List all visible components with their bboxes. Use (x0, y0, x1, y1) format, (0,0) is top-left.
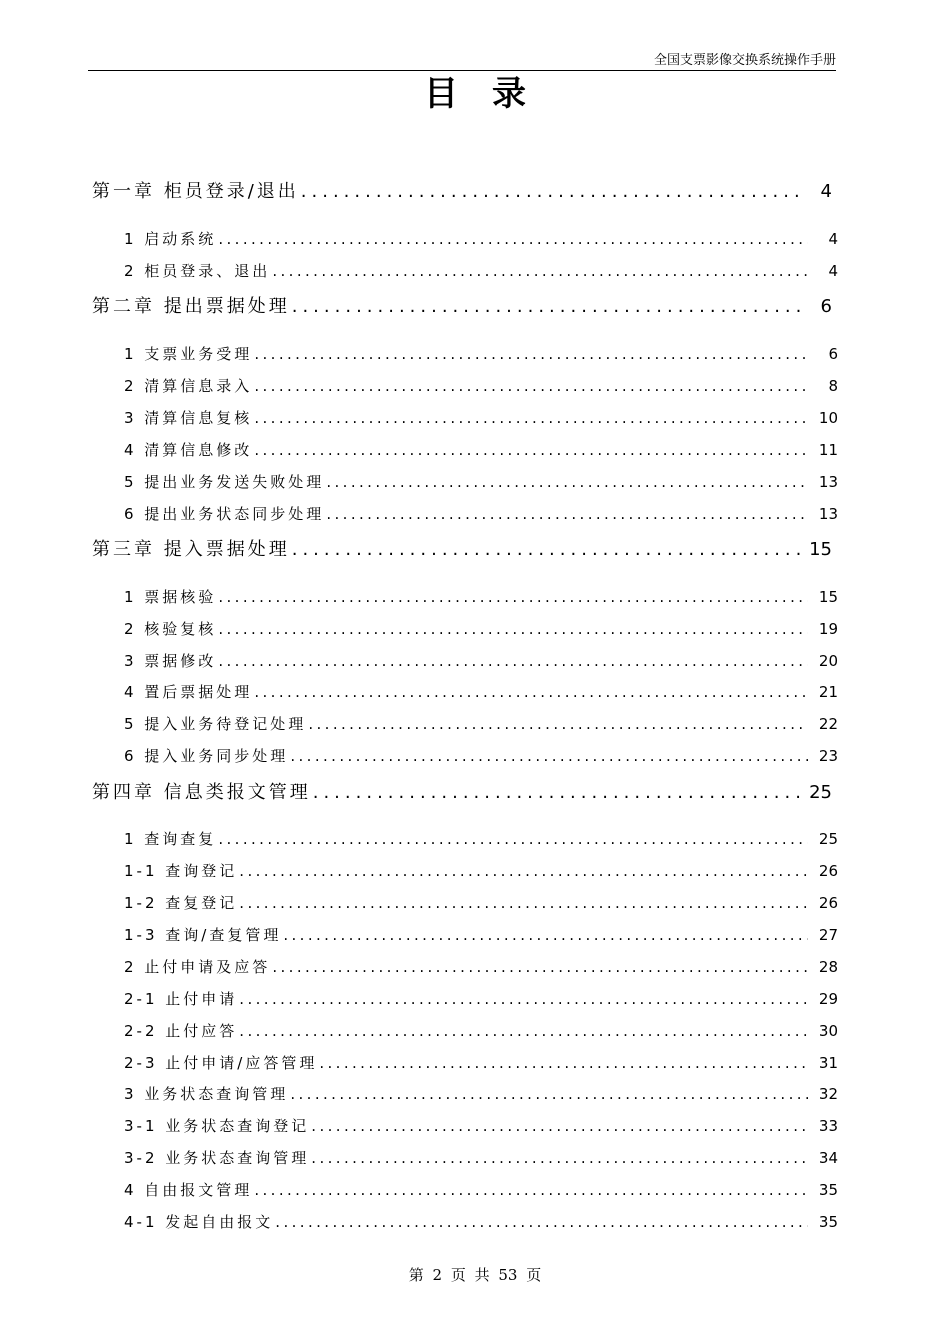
toc-section[interactable]: 1 票据核验 ..... 15 (124, 586, 838, 608)
running-header (88, 52, 836, 71)
leader-dots (313, 780, 802, 806)
leader-dots (301, 179, 802, 205)
leader-dots (218, 828, 808, 850)
toc-page-number: 21 (818, 683, 838, 701)
toc-chapter[interactable]: 第四章 信息类报文管理 ..... 25 (92, 780, 832, 806)
toc-page-number: 30 (818, 1022, 838, 1040)
toc-section[interactable]: 2-2 止付应答 ..... 30 (124, 1020, 838, 1042)
toc-page-number: 10 (818, 409, 838, 427)
toc-section[interactable]: 3-2 业务状态查询管理 ..... 34 (124, 1147, 838, 1169)
toc-section[interactable]: 2 柜员登录、退出 ..... 4 (124, 260, 838, 282)
leader-dots (254, 1179, 808, 1201)
toc-page-number: 4 (828, 262, 838, 280)
toc-section[interactable]: 1 启动系统 ..... 4 (124, 228, 838, 250)
toc-section[interactable]: 2-1 止付申请 ..... 29 (124, 988, 838, 1010)
toc-page-number: 35 (818, 1213, 838, 1231)
toc-section[interactable]: 6 提入业务同步处理 ..... 23 (124, 745, 838, 767)
leader-dots (326, 471, 808, 493)
toc-page-number: 25 (818, 830, 838, 848)
leader-dots (319, 1052, 808, 1074)
leader-dots (275, 1211, 808, 1233)
toc-section[interactable]: 1-3 查询/查复管理 ..... 27 (124, 924, 838, 946)
toc-section[interactable]: 4-1 发起自由报文 ..... 35 (124, 1211, 838, 1233)
toc-page-number: 22 (818, 715, 838, 733)
toc-page-number: 26 (818, 894, 838, 912)
toc-page-number: 32 (818, 1085, 838, 1103)
toc-section[interactable]: 2 核验复核 ..... 19 (124, 618, 838, 640)
leader-dots (239, 860, 808, 882)
leader-dots (254, 439, 808, 461)
toc-chapter[interactable]: 第一章 柜员登录/退出 ..... 4 (92, 179, 832, 205)
leader-dots (254, 343, 808, 365)
leader-dots (218, 618, 808, 640)
leader-dots (311, 1115, 808, 1137)
page-count: 第 2 页 共 53 页 (408, 1266, 542, 1284)
toc-section[interactable]: 1 查询查复 ..... 25 (124, 828, 838, 850)
toc-section[interactable]: 2 止付申请及应答 ..... 28 (124, 956, 838, 978)
toc-page-number: 13 (818, 505, 838, 523)
toc-page-number: 35 (818, 1181, 838, 1199)
toc-section[interactable]: 4 清算信息修改 ..... 11 (124, 439, 838, 461)
toc-section[interactable]: 3 清算信息复核 ..... 10 (124, 407, 838, 429)
toc-page-number: 33 (818, 1117, 838, 1135)
leader-dots (292, 537, 802, 563)
toc-page-number: 15 (809, 539, 832, 560)
leader-dots (239, 892, 808, 914)
toc-chapter[interactable]: 第三章 提入票据处理 ..... 15 (92, 537, 832, 563)
toc-page-number: 4 (828, 230, 838, 248)
toc-page-number: 29 (818, 990, 838, 1008)
leader-dots (272, 260, 808, 282)
toc-section[interactable]: 1-1 查询登记 ..... 26 (124, 860, 838, 882)
leader-dots (218, 586, 808, 608)
toc-section[interactable]: 3-1 业务状态查询登记 ..... 33 (124, 1115, 838, 1137)
toc-section[interactable]: 5 提入业务待登记处理 ..... 22 (124, 713, 838, 735)
toc-section[interactable]: 3 业务状态查询管理 ..... 32 (124, 1083, 838, 1105)
toc-page-number: 31 (818, 1054, 838, 1072)
toc-page-number: 6 (820, 296, 832, 317)
leader-dots (239, 1020, 808, 1042)
toc-page-number: 23 (818, 747, 838, 765)
toc-section[interactable]: 2 清算信息录入 ..... 8 (124, 375, 838, 397)
leader-dots (292, 294, 802, 320)
leader-dots (254, 375, 808, 397)
toc-page-number: 11 (818, 441, 838, 459)
toc-page-number: 6 (828, 345, 838, 363)
leader-dots (290, 745, 808, 767)
toc-page-number: 19 (818, 620, 838, 638)
page-footer (0, 1264, 950, 1285)
leader-dots (254, 407, 808, 429)
leader-dots (283, 924, 808, 946)
leader-dots (311, 1147, 808, 1169)
leader-dots (239, 988, 808, 1010)
leader-dots (290, 1083, 808, 1105)
toc-page-number: 28 (818, 958, 838, 976)
toc-section[interactable]: 2-3 止付申请/应答管理 ..... 31 (124, 1052, 838, 1074)
toc-section[interactable]: 1 支票业务受理 ..... 6 (124, 343, 838, 365)
toc-page-number: 26 (818, 862, 838, 880)
toc-section[interactable]: 3 票据修改 ..... 20 (124, 650, 838, 672)
leader-dots (326, 503, 808, 525)
manual-title: 全国支票影像交换系统操作手册 (653, 53, 836, 68)
toc-section[interactable]: 5 提出业务发送失败处理 ..... 13 (124, 471, 838, 493)
toc-section[interactable]: 4 自由报文管理 ..... 35 (124, 1179, 838, 1201)
toc-page-number: 13 (818, 473, 838, 491)
toc-section[interactable]: 4 置后票据处理 ..... 21 (124, 681, 838, 703)
toc-page-number: 20 (818, 652, 838, 670)
toc-page-number: 8 (828, 377, 838, 395)
leader-dots (218, 228, 808, 250)
leader-dots (272, 956, 808, 978)
toc-page-number: 34 (818, 1149, 838, 1167)
toc-section[interactable]: 6 提出业务状态同步处理 ..... 13 (124, 503, 838, 525)
page-title: 目录 (424, 74, 560, 114)
leader-dots (254, 681, 808, 703)
toc-page-number: 25 (809, 782, 832, 803)
toc-page-number: 15 (818, 588, 838, 606)
toc-chapter[interactable]: 第二章 提出票据处理 ..... 6 (92, 294, 832, 320)
leader-dots (308, 713, 808, 735)
toc-page-number: 4 (820, 181, 832, 202)
leader-dots (218, 650, 808, 672)
toc-section[interactable]: 1-2 查复登记 ..... 26 (124, 892, 838, 914)
toc-page-number: 27 (818, 926, 838, 944)
